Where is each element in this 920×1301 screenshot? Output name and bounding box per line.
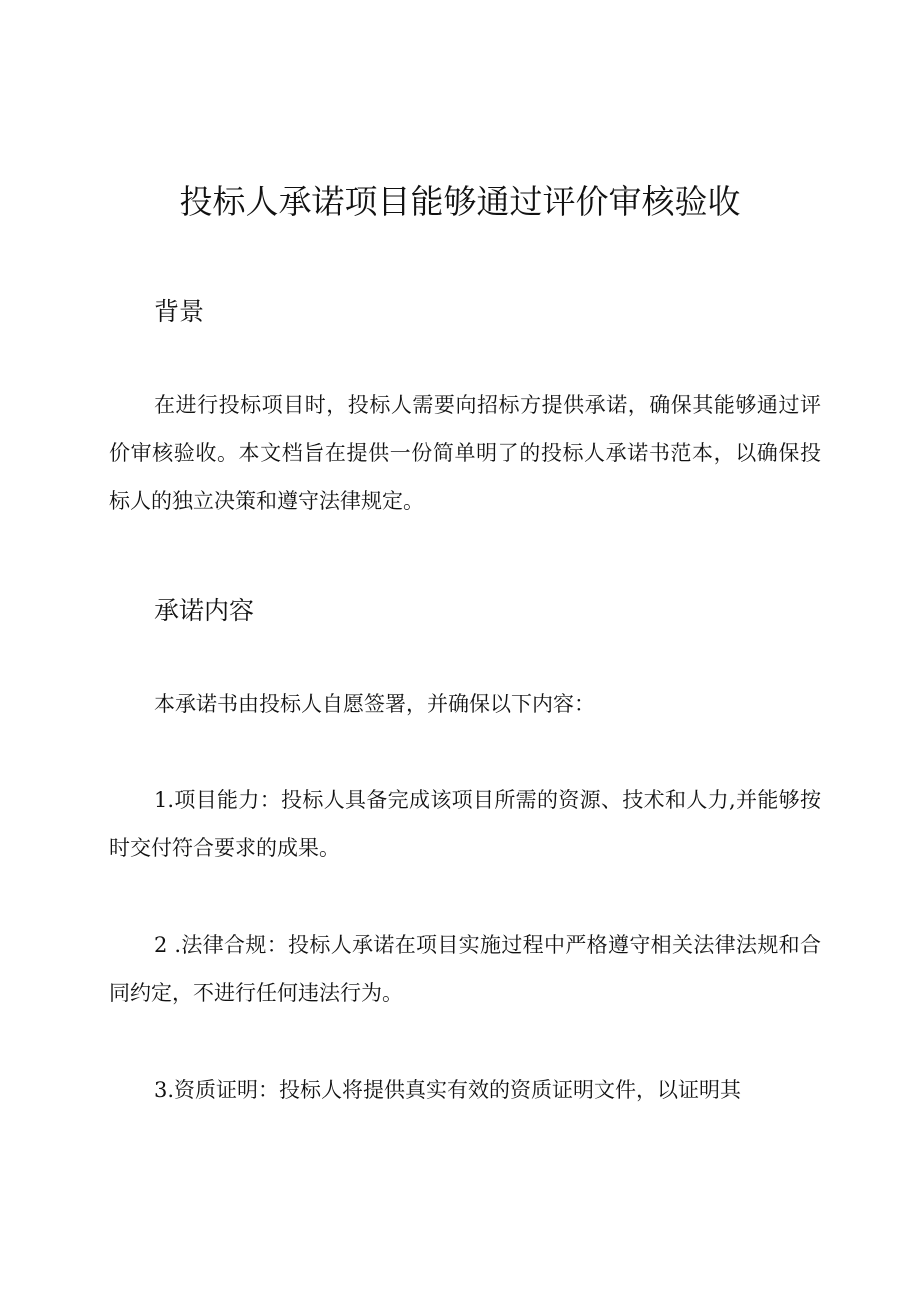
commitment-item-2: 2 .法律合规：投标人承诺在项目实施过程中严格遵守相关法律法规和合同约定，不进行任何违法行为。 [109,933,821,1005]
background-paragraph: 在进行投标项目时，投标人需要向招标方提供承诺，确保其能够通过评价审核验收。本文档旨在提供一份简单明了的投标人承诺书范本，以确保投标人的独立决策和遵守法律规定。 [109,393,821,513]
document-title: 投标人承诺项目能够通过评价审核验收 [179,182,741,221]
section-heading-commitment: 承诺内容 [154,596,255,625]
section-heading-background: 背景 [154,297,205,326]
commitment-item-1: 1.项目能力：投标人具备完成该项目所需的资源、技术和人力,并能够按时交付符合要求的成果。 [109,788,821,860]
commitment-intro-paragraph: 本承诺书由投标人自愿签署，并确保以下内容： [154,692,595,716]
commitment-item-3: 3.资质证明：投标人将提供真实有效的资质证明文件，以证明其 [154,1078,742,1102]
